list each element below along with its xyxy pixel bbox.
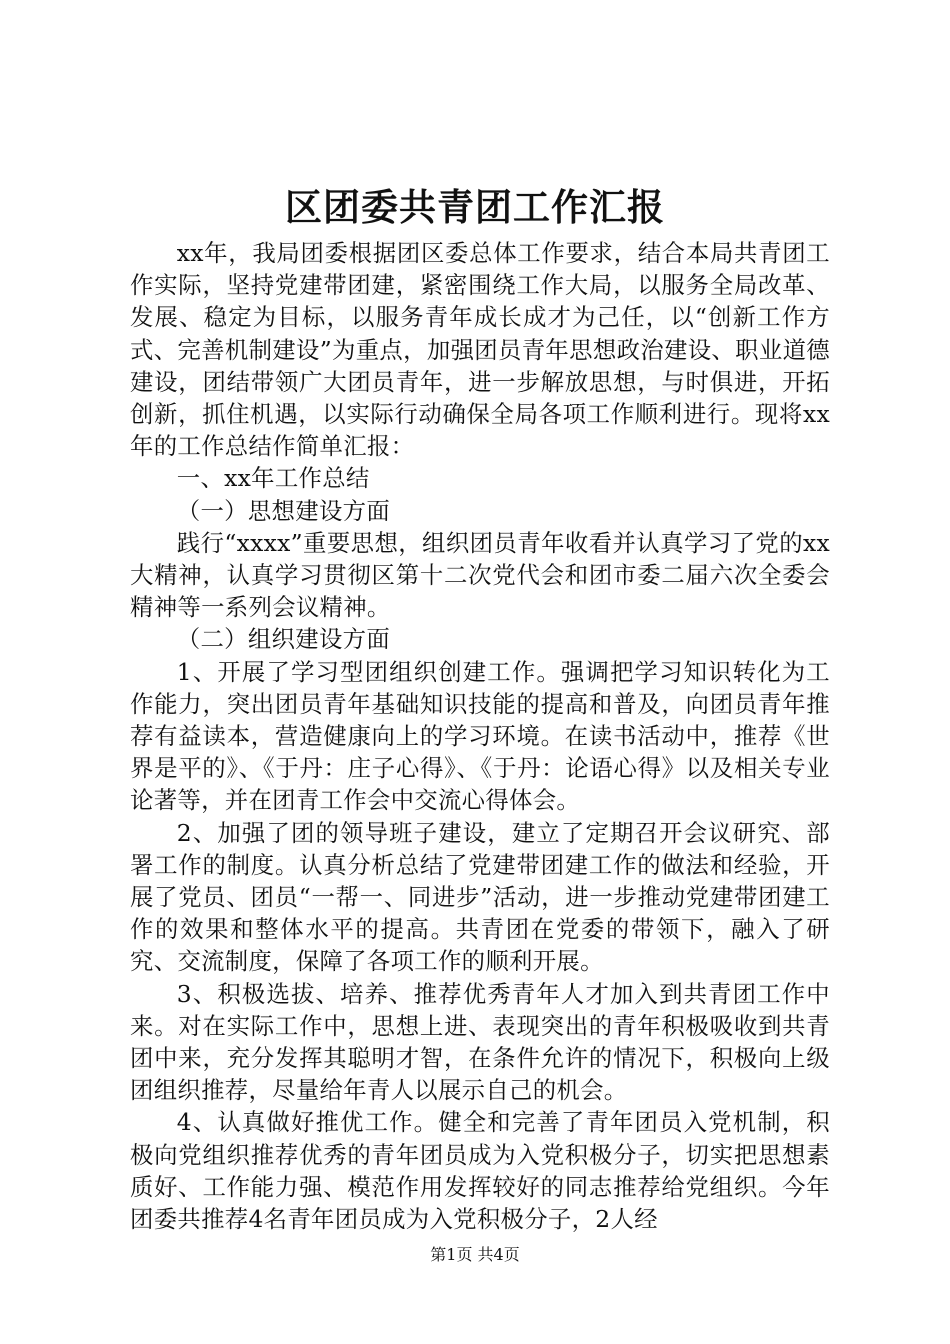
body-paragraph: 践行“xxxx”重要思想，组织团员青年收看并认真学习了党的xx大精神，认真学习贯彻区第十二次党代会和团市委二届六次全委会精神等一系列会议精神。 bbox=[130, 528, 830, 622]
body-paragraph: 1、开展了学习型团组织创建工作。强调把学习知识转化为工作能力，突出团员青年基础知识技能的提高和普及，向团员青年推荐有益读本，营造健康向上的学习环境。在读书活动中，推荐《世界是平的》、《于丹：庄子心得》、《于丹：论语心得》以及相关专业论著等，并在团青工作会中交流心得体会。 bbox=[130, 657, 830, 815]
body-paragraph: 4、认真做好推优工作。健全和完善了青年团员入党机制，积极向党组织推荐优秀的青年团员成为入党积极分子，切实把思想素质好、工作能力强、模范作用发挥较好的同志推荐给党组织。今年团委共推荐4名青年团员成为入党积极分子，2人经 bbox=[130, 1108, 830, 1234]
page-footer: 第1页 共4页 bbox=[430, 1245, 520, 1264]
body-paragraph: 2、加强了团的领导班子建设，建立了定期召开会议研究、部署工作的制度。认真分析总结了党建带团建工作的做法和经验，开展了党员、团员“一帮一、同进步”活动，进一步推动党建带团建工作的效果和整体水平的提高。共青团在党委的带领下，融入了研究、交流制度，保障了各项工作的顺利开展。 bbox=[130, 818, 830, 976]
subsection-heading: （二）组织建设方面 bbox=[176, 625, 391, 654]
subsection-heading: （一）思想建设方面 bbox=[176, 496, 391, 525]
intro-paragraph: xx年，我局团委根据团区委总体工作要求，结合本局共青团工作实际，坚持党建带团建，紧密围绕工作大局，以服务全局改革、发展、稳定为目标，以服务青年成长成才为己任，以“创新工作方式、完善机制建设”为重点，加强团员青年思想政治建设、职业道德建设，团结带领广大团员青年，进一步解放思想，与时俱进，开拓创新，抓住机遇，以实际行动确保全局各项工作顺利进行。现将xx年的工作总结作简单汇报： bbox=[130, 239, 830, 461]
document-body bbox=[130, 237, 830, 1235]
section-heading: 一、xx年工作总结 bbox=[176, 464, 370, 493]
body-paragraph: 3、积极选拔、培养、推荐优秀青年人才加入到共青团工作中来。对在实际工作中，思想上进、表现突出的青年积极吸收到共青团中来，充分发挥其聪明才智，在条件允许的情况下，积极向上级团组织推荐，尽量给年青人以展示自己的机会。 bbox=[130, 979, 830, 1105]
document-title: 区团委共青团工作汇报 bbox=[285, 185, 665, 229]
